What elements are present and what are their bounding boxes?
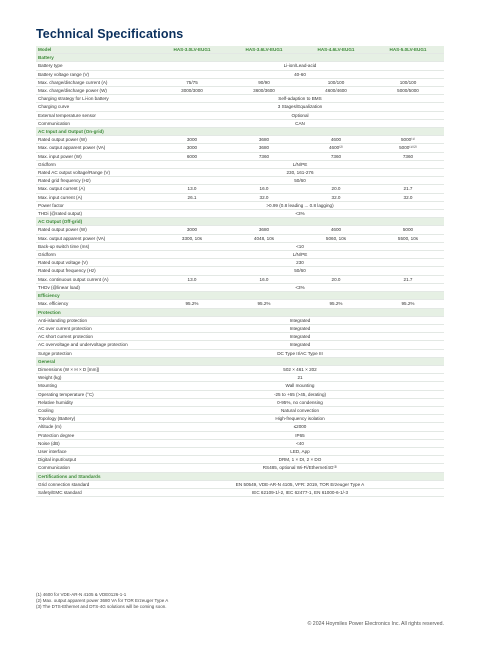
footnote: (1) 4600 for VDE-AR-N 4105 & VDE0126-1-1 (36, 592, 127, 597)
table-row (36, 423, 444, 431)
table-row (36, 398, 444, 406)
spec-value: 100/100 (300, 78, 372, 86)
spec-value: LED, App (156, 447, 444, 455)
spec-label: Protection degree (36, 431, 156, 439)
spec-value: 21.7 (372, 275, 444, 283)
copyright: © 2024 Hoymiles Power Electronics Inc. All rights reserved. (307, 621, 444, 627)
spec-value: 13.0 (156, 185, 228, 193)
spec-value: RS485, optional Wi-Fi/Ethernet/4G⁽³⁾ (156, 464, 444, 472)
table-row (36, 201, 444, 209)
spec-value: 20.0 (300, 185, 372, 193)
spec-label: Rated output frequency (Hz) (36, 267, 156, 275)
spec-label: Safety/EMC standard (36, 488, 156, 496)
spec-value: 21 (156, 374, 444, 382)
spec-value: >0.99 (0.8 leading ... 0.8 lagging) (156, 201, 444, 209)
spec-value: 3000 (156, 144, 228, 152)
table-row (36, 464, 444, 472)
table-row (36, 447, 444, 455)
table-row (36, 70, 444, 78)
spec-value: 230, 161-276 (156, 169, 444, 177)
spec-value: 0-95%, no condensing (156, 398, 444, 406)
section-header-row (36, 218, 444, 226)
spec-label: Operating temperature (°C) (36, 390, 156, 398)
table-row (36, 103, 444, 111)
spec-value: 26.1 (156, 193, 228, 201)
spec-value: 5000 (372, 226, 444, 234)
table-row (36, 431, 444, 439)
table-row (36, 78, 444, 86)
spec-label: Charging strategy for Li-ion battery (36, 95, 156, 103)
spec-label: Rated AC output voltage/Range (V) (36, 169, 156, 177)
spec-label: THDv (@linear load) (36, 283, 156, 291)
spec-value: <3% (156, 210, 444, 218)
table-row (36, 267, 444, 275)
footnotes (36, 592, 168, 610)
spec-label: Max. efficiency (36, 300, 156, 308)
spec-value: 5000⁽¹⁾⁽²⁾ (372, 144, 444, 152)
spec-label: AC over current protection (36, 324, 156, 332)
spec-value: DRM, 1 × DI, 2 × DO (156, 456, 444, 464)
table-row (36, 365, 444, 373)
table-row (36, 324, 444, 332)
spec-label: Cooling (36, 406, 156, 414)
spec-value: 100/100 (372, 78, 444, 86)
spec-value: 7360 (228, 152, 300, 160)
table-row (36, 87, 444, 95)
spec-value: <3% (156, 283, 444, 291)
spec-value: 90/90 (228, 78, 300, 86)
spec-value: Integrated (156, 324, 444, 332)
spec-value: 95.2% (300, 300, 372, 308)
spec-value: 4600 (300, 226, 372, 234)
table-row (36, 210, 444, 218)
spec-label: Anti-islanding protection (36, 316, 156, 324)
spec-value: 95.2% (372, 300, 444, 308)
spec-label: External temperature sensor (36, 111, 156, 119)
spec-value: 3300, 10s (156, 234, 228, 242)
spec-value: -25 to +65 (>45, derating) (156, 390, 444, 398)
section-header-row (36, 357, 444, 365)
spec-value: 3000/3000 (156, 87, 228, 95)
section-title: AC Output (Off-grid) (36, 218, 444, 226)
spec-label: Dimensions (W × H × D [mm]) (36, 365, 156, 373)
spec-value: 50/60 (156, 177, 444, 185)
table-row (36, 152, 444, 160)
spec-value: L/N/PE (156, 160, 444, 168)
spec-value: High-frequency isolation (156, 415, 444, 423)
spec-value: 50/60 (156, 267, 444, 275)
spec-value: <10 (156, 242, 444, 250)
section-header-row (36, 308, 444, 316)
table-row (36, 349, 444, 357)
section-title: Efficiency (36, 292, 444, 300)
spec-label: Max. charge/discharge current (A) (36, 78, 156, 86)
table-row (36, 488, 444, 496)
spec-value: ≤2000 (156, 423, 444, 431)
spec-table-body (36, 46, 444, 497)
section-title: AC Input and Output (On-grid) (36, 128, 444, 136)
table-row (36, 193, 444, 201)
spec-value: 95.2% (156, 300, 228, 308)
model-label: Model (36, 46, 156, 54)
table-row (36, 169, 444, 177)
spec-label: Max. input power (W) (36, 152, 156, 160)
spec-value: 95.2% (228, 300, 300, 308)
table-row (36, 406, 444, 414)
spec-label: Max. output apparent power (VA) (36, 234, 156, 242)
spec-label: Communication (36, 464, 156, 472)
spec-value: Self-adaption to BMS (156, 95, 444, 103)
spec-value: 32.0 (300, 193, 372, 201)
spec-label: Topology (Battery) (36, 415, 156, 423)
spec-label: Back-up switch time (ms) (36, 242, 156, 250)
section-title: Protection (36, 308, 444, 316)
spec-value: 21.7 (372, 185, 444, 193)
spec-label: Battery type (36, 62, 156, 70)
table-row (36, 374, 444, 382)
spec-label: Max. continuous output current (A) (36, 275, 156, 283)
table-row (36, 439, 444, 447)
spec-value: CAN (156, 119, 444, 127)
spec-value: 230 (156, 259, 444, 267)
section-header-row (36, 128, 444, 136)
spec-label: Rated output power (W) (36, 226, 156, 234)
table-header-row (36, 46, 444, 54)
spec-label: Grid connection standard (36, 480, 156, 488)
page-title: Technical Specifications (36, 27, 184, 41)
spec-label: Mounting (36, 382, 156, 390)
spec-value: DC Type II/AC Type III (156, 349, 444, 357)
spec-label: Communication (36, 119, 156, 127)
table-row (36, 456, 444, 464)
spec-value: L/N/PE (156, 251, 444, 259)
spec-value: 16.0 (228, 275, 300, 283)
table-row (36, 382, 444, 390)
spec-value: 75/75 (156, 78, 228, 86)
spec-value: 16.0 (228, 185, 300, 193)
section-header-row (36, 292, 444, 300)
spec-label: THDi (@rated output) (36, 210, 156, 218)
table-row (36, 62, 444, 70)
model-column-header: HAS-5.0LV-EUG1 (372, 46, 444, 54)
spec-value: EN 50549, VDE-AR-N 4105, VFR: 2019, TOR Erzeuger Type A (156, 480, 444, 488)
table-row (36, 251, 444, 259)
section-header-row (36, 472, 444, 480)
spec-value: 3000 (156, 136, 228, 144)
spec-value: Natural convection (156, 406, 444, 414)
section-title: Battery (36, 54, 444, 62)
spec-value: 5000⁽¹⁾ (372, 136, 444, 144)
section-title: General (36, 357, 444, 365)
table-row (36, 185, 444, 193)
spec-table (36, 46, 444, 497)
spec-value: 32.0 (228, 193, 300, 201)
spec-label: Relative humidity (36, 398, 156, 406)
spec-value: Integrated (156, 316, 444, 324)
table-row (36, 226, 444, 234)
spec-label: AC short current protection (36, 333, 156, 341)
spec-label: Charging curve (36, 103, 156, 111)
table-row (36, 283, 444, 291)
spec-value: 3680 (228, 136, 300, 144)
table-row (36, 480, 444, 488)
spec-value: 4048, 10s (228, 234, 300, 242)
spec-label: Rated output power (W) (36, 136, 156, 144)
spec-value: 5060, 10s (300, 234, 372, 242)
table-row (36, 119, 444, 127)
spec-label: Rated grid frequency (Hz) (36, 177, 156, 185)
spec-label: Surge protection (36, 349, 156, 357)
table-row (36, 234, 444, 242)
footnote: (3) The DTS-Ethernet and DTS-4G solutions will be coming soon. (36, 604, 167, 609)
table-row (36, 316, 444, 324)
spec-value: 32.0 (372, 193, 444, 201)
spec-value: 6000 (156, 152, 228, 160)
spec-value: 3 Stages/Equalization (156, 103, 444, 111)
spec-value: IEC 62109-1/-2, IEC 62477-1, EN 61000-6-1/-3 (156, 488, 444, 496)
spec-value: 5500, 10s (372, 234, 444, 242)
spec-value: 7360 (300, 152, 372, 160)
spec-label: Max. output current (A) (36, 185, 156, 193)
spec-value: Li-ion/Lead-acid (156, 62, 444, 70)
table-row (36, 136, 444, 144)
spec-value: 20.0 (300, 275, 372, 283)
table-row (36, 144, 444, 152)
spec-value: Optional (156, 111, 444, 119)
spec-value: 5000/5000 (372, 87, 444, 95)
spec-value: 3680 (228, 144, 300, 152)
spec-label: Altitude (m) (36, 423, 156, 431)
spec-value: 4600 (300, 136, 372, 144)
spec-value: <40 (156, 439, 444, 447)
spec-label: Max. charge/discharge power (W) (36, 87, 156, 95)
spec-value: 7360 (372, 152, 444, 160)
footnote: (2) Max. output apparent power 3680 VA for TOR Erzeuger Type A (36, 598, 169, 603)
spec-value: IP65 (156, 431, 444, 439)
table-row (36, 275, 444, 283)
model-column-header: HAS-3.6LV-EUG1 (228, 46, 300, 54)
table-row (36, 160, 444, 168)
spec-label: User interface (36, 447, 156, 455)
table-row (36, 415, 444, 423)
table-row (36, 259, 444, 267)
spec-value: 4600⁽²⁾ (300, 144, 372, 152)
spec-label: Battery voltage range (V) (36, 70, 156, 78)
spec-value: 3600/3600 (228, 87, 300, 95)
table-row (36, 341, 444, 349)
spec-value: 502 × 461 × 202 (156, 365, 444, 373)
spec-value: Integrated (156, 333, 444, 341)
section-title: Certifications and Standards (36, 472, 444, 480)
spec-label: Weight (kg) (36, 374, 156, 382)
spec-value: 3000 (156, 226, 228, 234)
table-row (36, 95, 444, 103)
spec-label: Noise (dB) (36, 439, 156, 447)
spec-label: Gridform (36, 160, 156, 168)
spec-value: Wall mounting (156, 382, 444, 390)
table-row (36, 333, 444, 341)
spec-label: Power factor (36, 201, 156, 209)
spec-label: Rated output voltage (V) (36, 259, 156, 267)
spec-label: Max. output apparent power (VA) (36, 144, 156, 152)
model-column-header: HAS-3.0LV-EUG1 (156, 46, 228, 54)
spec-value: 40-60 (156, 70, 444, 78)
spec-label: Digital input/output (36, 456, 156, 464)
table-row (36, 111, 444, 119)
model-column-header: HAS-4.6LV-EUG1 (300, 46, 372, 54)
table-row (36, 300, 444, 308)
table-row (36, 390, 444, 398)
table-row (36, 177, 444, 185)
spec-label: AC overvoltage and undervoltage protection (36, 341, 156, 349)
section-header-row (36, 54, 444, 62)
table-row (36, 242, 444, 250)
spec-value: 4600/4600 (300, 87, 372, 95)
spec-value: 13.0 (156, 275, 228, 283)
spec-value: Integrated (156, 341, 444, 349)
spec-value: 3680 (228, 226, 300, 234)
spec-label: Gridform (36, 251, 156, 259)
spec-label: Max. input current (A) (36, 193, 156, 201)
